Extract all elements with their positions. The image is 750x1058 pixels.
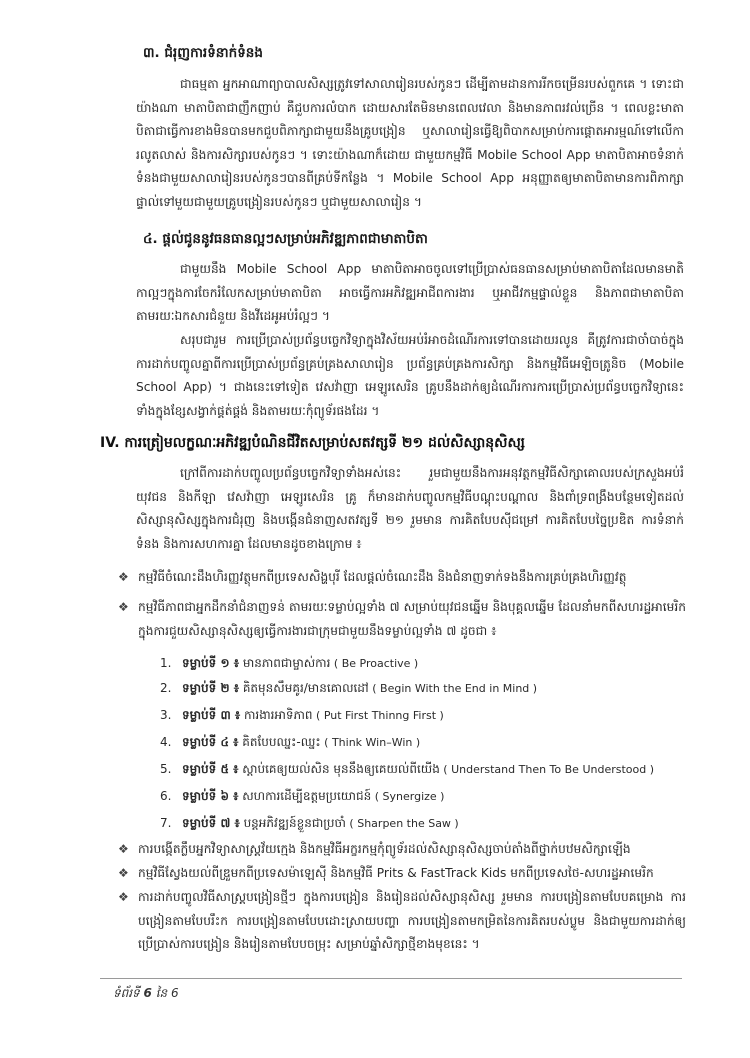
habit-number: 5. bbox=[160, 762, 172, 776]
habit-khmer: គិតបែបឈ្នះ-ឈ្នះ bbox=[238, 735, 321, 749]
paragraph-21st-century-skills: ក្រៅពីការដាក់បញ្ចូលប្រព័ន្ធបច្ចេកវិទ្យាទាំងអស់នេះ រួមជាមួយនឹងការអនុវត្តកម្មវិធីសិក្សាគោលរបស់ក្រសួងអប់រំ យុវជន និងកីឡា វេសវ៉ាញា អេឡូរសេរិន គ្រូ ក៏មានដាក់បញ្ចូលកម្មវិធីបណ្តុះបណ្តាល និងពាំទ្រពង្រឹងបន្ថែមទៀតដល់សិស្សានុសិស្សក្នុងការជំរុញ និងបង្កើនជំនាញសតវត្សទី ២១ រួមមាន ការគិតបែបស៊ីជម្រៅ ការគិតបែបច្នៃប្រឌិត ការទំនាក់ទំនង និងការសហការគ្នា ដែលមានដូចខាងក្រោម ៖ bbox=[136, 466, 684, 551]
bullet-icon: ❖ bbox=[118, 842, 129, 856]
habit-english: ( Understand Then To Be Understood ) bbox=[439, 763, 655, 776]
habit-english: ( Put First Thinng First ) bbox=[312, 709, 444, 722]
list-item-text: ការបង្កើតក្លឹបអ្នកវិទ្យាសាស្ត្រវ័យក្មេង និងកម្មវិធីអក្ខរកម្មកុំព្យូទ័រដល់សិស្សានុសិស្សចាប់តាំងពីថ្នាក់បឋមសិក្សាឡើង bbox=[138, 842, 631, 856]
habit-english: ( Think Win–Win ) bbox=[320, 736, 421, 749]
habit-number: 7. bbox=[160, 816, 172, 830]
habit-item bbox=[160, 704, 444, 727]
footer-of-label: នៃ bbox=[155, 986, 168, 1000]
list-item-text: កម្មវិធីស្វែងយល់ពីឌ្រួមកពីប្រទេសម៉ាឡេស៊ី និងកម្មវិធី Prits & FastTrack Kids មកពីប្រទេសថៃ-សហរដ្ឋអាមេរិក bbox=[138, 866, 654, 880]
footer-page-number: 6 bbox=[143, 986, 152, 1000]
habit-item bbox=[160, 758, 654, 781]
footer-divider bbox=[100, 978, 682, 979]
habit-number: 3. bbox=[160, 708, 172, 722]
page-footer bbox=[113, 985, 179, 1003]
habit-english: ( Begin With the End in Mind ) bbox=[368, 682, 538, 695]
list-item-text: ការដាក់បញ្ចូលវិធីសាស្ត្របង្រៀនថ្មីៗ ក្នុងការបង្រៀន និងរៀនដល់សិស្សានុសិស្ស រួមមាន ការបង្រៀនតាមបែបគម្រោង ការបង្រៀនតាមបែបរឹះក ការបង្រៀនតាមបែបដោះស្រាយបញ្ហា ការបង្រៀនតាមកម្រិតនៃការគិតរបស់ប្លូម និងជាមួយការដាក់ឲ្យប្រើប្រាស់ការបង្រៀន និងរៀនតាមបែបចម្រុះ សម្រាប់ឆ្នាំសិក្សាថ្មីខាងមុខនេះ ។ bbox=[138, 890, 686, 951]
bullet-icon: ❖ bbox=[118, 890, 129, 904]
habit-khmer: គិតមុនសឹមគូរ/មានគោលដៅ bbox=[239, 681, 369, 695]
habit-item bbox=[160, 652, 418, 675]
habit-number: 2. bbox=[160, 681, 172, 695]
habit-number: 4. bbox=[160, 735, 172, 749]
section-iv-title: IV. ការត្រៀមលក្ខណៈអភិវឌ្ឍបំណិនជីវិតសម្រាប់សតវត្សទី ២១ ដល់សិស្សានុសិស្ស bbox=[100, 435, 525, 451]
habit-label: ទម្លាប់ទី ៤ ៖ bbox=[182, 735, 239, 749]
habit-english: ( Synergize ) bbox=[371, 790, 445, 803]
habit-english: ( Sharpen the Saw ) bbox=[345, 817, 459, 830]
bullet-icon: ❖ bbox=[118, 866, 129, 880]
habit-khmer: សហការដើម្បីឧត្តមប្រយោជន៍ bbox=[238, 789, 372, 803]
habit-number: 1. bbox=[160, 656, 172, 670]
habit-khmer: ការងារអាទិភាព bbox=[240, 708, 313, 722]
habit-khmer: ស្តាប់គេឲ្យយល់សិន មុននឹងឲ្យគេយល់ពីយើង bbox=[238, 762, 440, 776]
habit-khmer: មានភាពជាម្ចាស់ការ bbox=[239, 656, 331, 670]
paragraph-summary: សរុបជារួម ការប្រើប្រាស់ប្រព័ន្ធបច្ចេកវិទ្យាក្នុងវិស័យអប់រំអាចដំណើរការទៅបានដោយរលូន គឺត្រូវការជាចាំបាច់ក្នុងការដាក់បញ្ចូលគ្នាពីការប្រើប្រាស់ប្រព័ន្ធគ្រប់គ្រងសាលារៀន ប្រព័ន្ធគ្រប់គ្រងការសិក្សា និងកម្មវិធីអេឡិចត្រូនិច (Mobile School App) ។ ជាងនេះទៅទៀត វេសវ៉ាញា អេឡូរសេរិន គ្រូបនឹងដាក់ឲ្យដំណើរការការប្រើប្រាស់ប្រព័ន្ធបច្ចេកវិទ្យានេះទាំងក្នុងខ្សែសង្វាក់ផ្គត់ផ្គង់ និងតាមរយៈកុំព្យូទ័រផងដែរ ។ bbox=[136, 333, 684, 418]
habit-label: ទម្លាប់ទី ២ ៖ bbox=[182, 681, 239, 695]
habit-number: 6. bbox=[160, 789, 172, 803]
habit-item bbox=[160, 785, 444, 808]
habit-item bbox=[160, 812, 459, 835]
heading-4-parent-resources: ៤. ផ្តល់ជូននូវធនធានល្អៗសម្រាប់អភិវឌ្ឍភាពជាមាតាបិតា bbox=[143, 231, 428, 247]
footer-total-pages: 6 bbox=[170, 986, 179, 1000]
list-item-text: កម្មវិធីចំណេះដឹងហិរញ្ញវត្ថុមកពីប្រទេសសិង្ហបុរី ដែលផ្តល់ចំណេះដឹង និងជំនាញទាក់ទងនឹងការគ្រប់គ្រងហិរញ្ញវត្ថុ bbox=[138, 570, 627, 584]
habit-khmer: បន្តអភិវឌ្ឍន៍ខ្លួនជាប្រចាំ bbox=[239, 816, 346, 830]
list-item-text: កម្មវិធីភាពជាអ្នកដឹកនាំជំនាញទន់ តាមរយៈទម្លាប់ល្អទាំង ៧ សម្រាប់យុវជនឆ្នើម និងបុគ្គលឆ្នើម ដែលនាំមកពីសហរដ្ឋអាមេរិក ក្នុងការជួយសិស្សានុសិស្សឲ្យធ្វើការងារជាក្រុមជាមួយនឹងទម្លាប់ល្អទាំង ៧ ដូចជា ៖ bbox=[138, 600, 686, 638]
paragraph-parent-resources: ជាមួយនឹង Mobile School App មាតាបិតាអាចចូលទៅប្រើប្រាស់ធនធានសម្រាប់មាតាបិតាដែលមានមាតិកាល្អៗក្នុងការចែករំលែកសម្រាប់មាតាបិតា អាចធ្វើការអភិវឌ្ឍអាជីពការងារ ឬអាជីវកម្មផ្ទាល់ខ្លួន និងភាពជាមាតាបិតា តាមរយៈឯកសារជំនួយ និងវីដេអូអប់រំល្អៗ ។ bbox=[136, 262, 684, 323]
habit-label: ទម្លាប់ទី ៦ ៖ bbox=[182, 789, 239, 803]
habit-item bbox=[160, 677, 537, 700]
habit-label: ទម្លាប់ទី ៣ ៖ bbox=[182, 708, 241, 722]
habit-label: ទម្លាប់ទី ៥ ៖ bbox=[182, 762, 239, 776]
bullet-icon: ❖ bbox=[118, 600, 129, 614]
habit-label: ទម្លាប់ទី ៧ ៖ bbox=[182, 816, 240, 830]
bullet-icon: ❖ bbox=[118, 570, 129, 584]
habit-english: ( Be Proactive ) bbox=[330, 657, 419, 670]
paragraph-communication: ជាធម្មតា អ្នកអាណាព្យាបាលសិស្សត្រូវទៅសាលារៀនរបស់កូនៗ ដើម្បីតាមដានការរីកចម្រើនរបស់ពួកគេ ។ ទោះជាយ៉ាងណា មាតាបិតាជាញឹកញាប់ គឺជួបការលំបាក ដោយសារតែមិនមានពេលវេលា និងមានភាពរវល់ច្រើន ។ ពេលខ្លះមាតាបិតាជាធ្វើការខាងមិនបានមកជួបពិភាក្សាជាមួយនឹងគ្រូបង្រៀន ឬសាលារៀនធ្វើឱ្យពិបាកសម្រាប់ការផ្តោតអារម្មណ៍ទៅលើការលូតលាស់ និងការសិក្សារបស់កូនៗ ។ ទោះយ៉ាងណាក៏ដោយ ជាមួយកម្មវិធី Mobile School App មាតាបិតាអាចទំនាក់ទំនងជាមួយសាលារៀនរបស់កូនៗបានពីគ្រប់ទីកន្លែង ។ Mobile School App អនុញ្ញាតឲ្យមាតាបិតាមានការពិភាក្សាផ្ទាល់ទៅមួយជាមួយគ្រូបង្រៀនរបស់កូនៗ ឬជាមួយសាលារៀន ។ bbox=[136, 77, 684, 209]
habit-label: ទម្លាប់ទី ១ ៖ bbox=[182, 656, 239, 670]
footer-page-label: ទំព័រទី bbox=[113, 986, 140, 1000]
heading-3-communication: ៣. ជំរុញការទំនាក់ទំនង bbox=[143, 45, 263, 61]
habit-item bbox=[160, 731, 420, 754]
